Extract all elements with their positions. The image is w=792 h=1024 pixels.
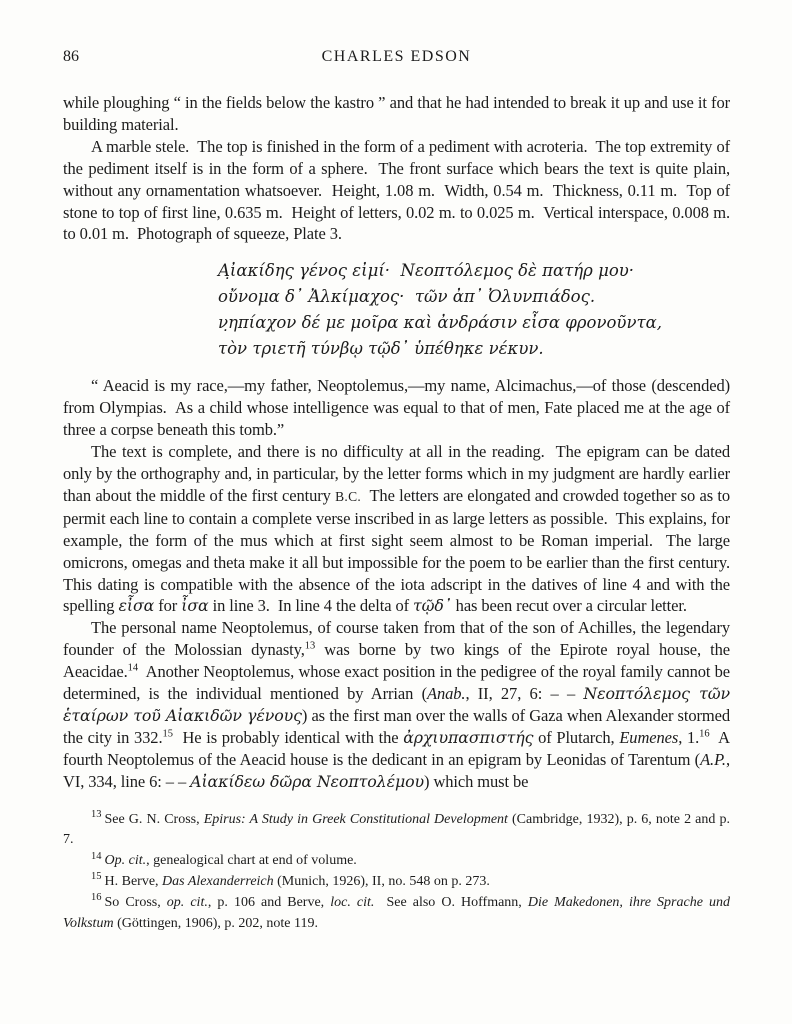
italic-text-run: Anab.: [426, 684, 466, 704]
text-run: “ Aeacid is my race,—my father, Neoptolemus,—my name, Alcimachus,—of those (descended) from Olympias. As a child whose intelligence was equal to that of men, Fate placed me at the age of three a corpse beneath this tomb.”: [63, 376, 735, 440]
text-run: was borne by two kings of the Epirote royal house, the Aeacidae.: [63, 640, 734, 682]
text-run: H. Berve,: [104, 873, 163, 889]
footnote-marker: 16: [91, 892, 102, 904]
footnotes: [63, 808, 734, 935]
smallcaps-text-run: B.C.: [335, 488, 362, 504]
running-header: [63, 48, 730, 68]
text-run: (Göttingen, 1906), p. 202, note 119.: [113, 915, 318, 931]
footnote-reference-superscript: 16: [699, 728, 710, 740]
text-run: has been recut over a circular letter.: [451, 596, 687, 616]
paragraph: [63, 617, 735, 792]
running-head-author: CHARLES EDSON: [321, 48, 472, 65]
greek-text-run: τῷδ᾽: [413, 596, 452, 616]
greek-text-run: ἶσα: [181, 596, 209, 616]
text-run: He is probably identical with the: [173, 727, 404, 747]
text-run: The letters are elongated and crowded together so as to permit each line to contain a complete verse inscribed in as large letters as possible. This explains, for example, the form of the mus which at first sight seem almost to be Roman imperial. The large omicrons, omegas and theta make it all but impossible for the poem to be earlier than the first century. This dating is compatible with the absence of the iota adscript in the datives of line 4 and with the spelling: [63, 485, 739, 616]
greek-text-run: εἶσα: [118, 596, 155, 616]
paragraph: [63, 136, 735, 246]
text-run: See G. N. Cross,: [104, 811, 204, 827]
italic-text-run: A.P.: [700, 749, 726, 769]
text-run: The text is complete, and there is no difficulty at all in the reading. The epigram can be dated only by the orthography and, in particular, by the letter forms which in my judgment are hardly earlier than about the middle of the first century: [63, 442, 735, 505]
paragraph: [63, 441, 739, 617]
italic-text-run: Das Alexanderreich: [162, 873, 274, 889]
italic-text-run: op. cit.: [166, 894, 208, 910]
greek-text-run: ἀρχιυπασπιστής: [403, 727, 534, 747]
footnote: [63, 851, 730, 872]
italic-text-run: Die Makedonen, ihre Sprache und Volkstum: [63, 894, 734, 931]
text-run: ) as the first man over the walls of Gaza when Alexander stormed the city in 332.: [63, 705, 735, 747]
footnote-marker: 15: [91, 871, 102, 883]
greek-text-run: Αἰακίδεω δῶρα Νεοπτολέμου: [190, 771, 425, 791]
footnote-reference-superscript: 15: [162, 728, 173, 740]
text-run: in line 3. In line 4 the delta of: [208, 596, 414, 616]
text-run: , II, 27, 6: – –: [465, 684, 584, 704]
footnote-reference-superscript: 14: [127, 662, 139, 674]
epigram-line: ν̣ηπίαχον δέ με μοῖρα καὶ ἀνδράσιν εἶσα φρονοῦντα,: [218, 313, 662, 333]
text-run: (Munich, 1926), II, no. 548 on p. 273.: [273, 873, 490, 889]
text-run: , genealogical chart at end of volume.: [146, 853, 357, 869]
italic-text-run: Eumenes: [619, 727, 679, 747]
footnote-reference-superscript: 13: [304, 640, 316, 652]
text-run: A marble stele. The top is finished in the form of a pediment with acroteria. The top extremity of the pediment itself is in the form of a sphere. The front surface which bears the text is quite plain, without any ornamentation whatsoever. Height, 1.08 m. Width, 0.54 m. Thickness, 0.11 m. Top of stone to top of first line, 0.635 m. Height of letters, 0.02 m. to 0.025 m. Vertical interspace, 0.008 m. to 0.01 m. Photograph of squeeze, Plate 3.: [63, 136, 735, 244]
page-content: [63, 48, 739, 934]
page-number: 86: [63, 48, 79, 65]
text-run: ) which must be: [424, 771, 529, 791]
text-run: A fourth Neoptolemus of the Aeacid house is the dedicant in an epigram by Leonidas of Tarentum (: [63, 727, 735, 769]
text-run: for: [154, 596, 182, 616]
footnote-marker: 14: [91, 850, 102, 862]
footnote: [63, 808, 734, 852]
text-run: See also O. Hoffmann,: [374, 894, 528, 910]
greek-text-run: Νεοπτόλεμος τῶν ἑταίρων τοῦ Αἰακιδῶν γένους: [63, 684, 735, 725]
italic-text-run: Epirus: A Study in Greek Constitutional Development: [203, 811, 508, 827]
text-run: Another Neoptolemus, whose exact position in the pedigree of the royal family cannot be determined, is the individual mentioned by Arrian (: [63, 662, 735, 704]
italic-text-run: Op. cit.: [104, 853, 147, 869]
text-run: (Cambridge, 1932), p. 6, note 2 and p. 7.: [63, 811, 734, 848]
text-run: , VI, 334, line 6: – –: [63, 749, 734, 791]
paragraph: [63, 92, 735, 136]
italic-text-run: loc. cit.: [330, 894, 375, 910]
footnote: [63, 892, 734, 935]
paragraph: [63, 375, 735, 441]
footnote: [63, 872, 730, 893]
text-run: , p. 106 and Berve,: [207, 894, 331, 910]
text-run: The personal name Neoptolemus, of course taken from that of the son of Achilles, the legendary founder of the Molossian dynasty,: [63, 618, 735, 660]
text-run: while ploughing “ in the fields below the kastro ” and that he had intended to break it up and use it for building material.: [63, 93, 735, 134]
greek-epigram: [218, 258, 730, 362]
footnote-marker: 13: [91, 808, 102, 820]
text-run: So Cross,: [104, 894, 167, 910]
epigram-line: Α̣ἰακίδης γένος εἰμί· Νεοπτόλεμος δὲ πατήρ μου·: [218, 261, 635, 281]
epigram-line: οὔνομα δ᾽ Ἀλκίμαχος· τῶν ἀπ᾽ Ὀλυνπιάδος.: [218, 287, 596, 307]
text-run: , 1.: [678, 727, 700, 747]
body-text: [63, 92, 739, 793]
epigram-line: τὸν τριετῆ τύνβῳ τῷδ᾽ ὑπέθηκε νέκυν.: [218, 339, 544, 359]
text-run: of Plutarch,: [533, 727, 620, 747]
